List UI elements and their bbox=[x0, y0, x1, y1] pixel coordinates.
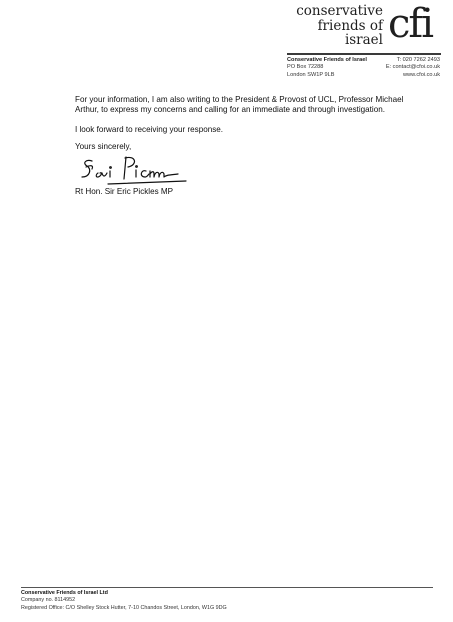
logo-monogram: cfi bbox=[388, 1, 432, 47]
sender-org: Conservative Friends of Israel bbox=[287, 57, 367, 63]
sender-city: London SW1P 9LB bbox=[287, 71, 335, 78]
footer-company-number: Company no. 8114952 bbox=[21, 597, 76, 604]
contact-web: www.cfoi.co.uk bbox=[403, 71, 440, 78]
letter-closing: Yours sincerely, bbox=[75, 142, 132, 151]
contact-email: E: contact@cfoi.co.uk bbox=[385, 64, 440, 71]
signatory-name: Rt Hon. Sir Eric Pickles MP bbox=[75, 187, 174, 196]
logo-line-1: conservative bbox=[296, 3, 383, 19]
logo-monogram-box bbox=[386, 1, 441, 49]
header-divider bbox=[287, 53, 441, 55]
handwritten-signature bbox=[78, 153, 190, 187]
footer bbox=[21, 590, 227, 612]
sender-contact bbox=[386, 57, 440, 79]
footer-company: Conservative Friends of Israel Ltd bbox=[21, 590, 108, 596]
sender-po-box: PO Box 72288 bbox=[287, 64, 324, 71]
sender-address bbox=[287, 57, 367, 79]
logo-line-3: israel bbox=[344, 32, 383, 48]
logo-wordmark bbox=[296, 4, 383, 48]
contact-tel: T: 020 7262 2493 bbox=[396, 57, 440, 63]
logo-line-2: friends of bbox=[317, 17, 383, 34]
footer-divider bbox=[21, 587, 433, 588]
letter-paragraph-1: For your information, I am also writing to the President & Provost of UCL, Professor Michael Arthur, to express my concerns and calling for an immediate and through investigation. bbox=[75, 95, 404, 115]
letter-paragraph-2: I look forward to receiving your response. bbox=[75, 125, 224, 134]
footer-registered-office: Registered Office: C/O Shelley Stock Hutter, 7-10 Chandos Street, London, W1G 9DG bbox=[21, 604, 227, 611]
